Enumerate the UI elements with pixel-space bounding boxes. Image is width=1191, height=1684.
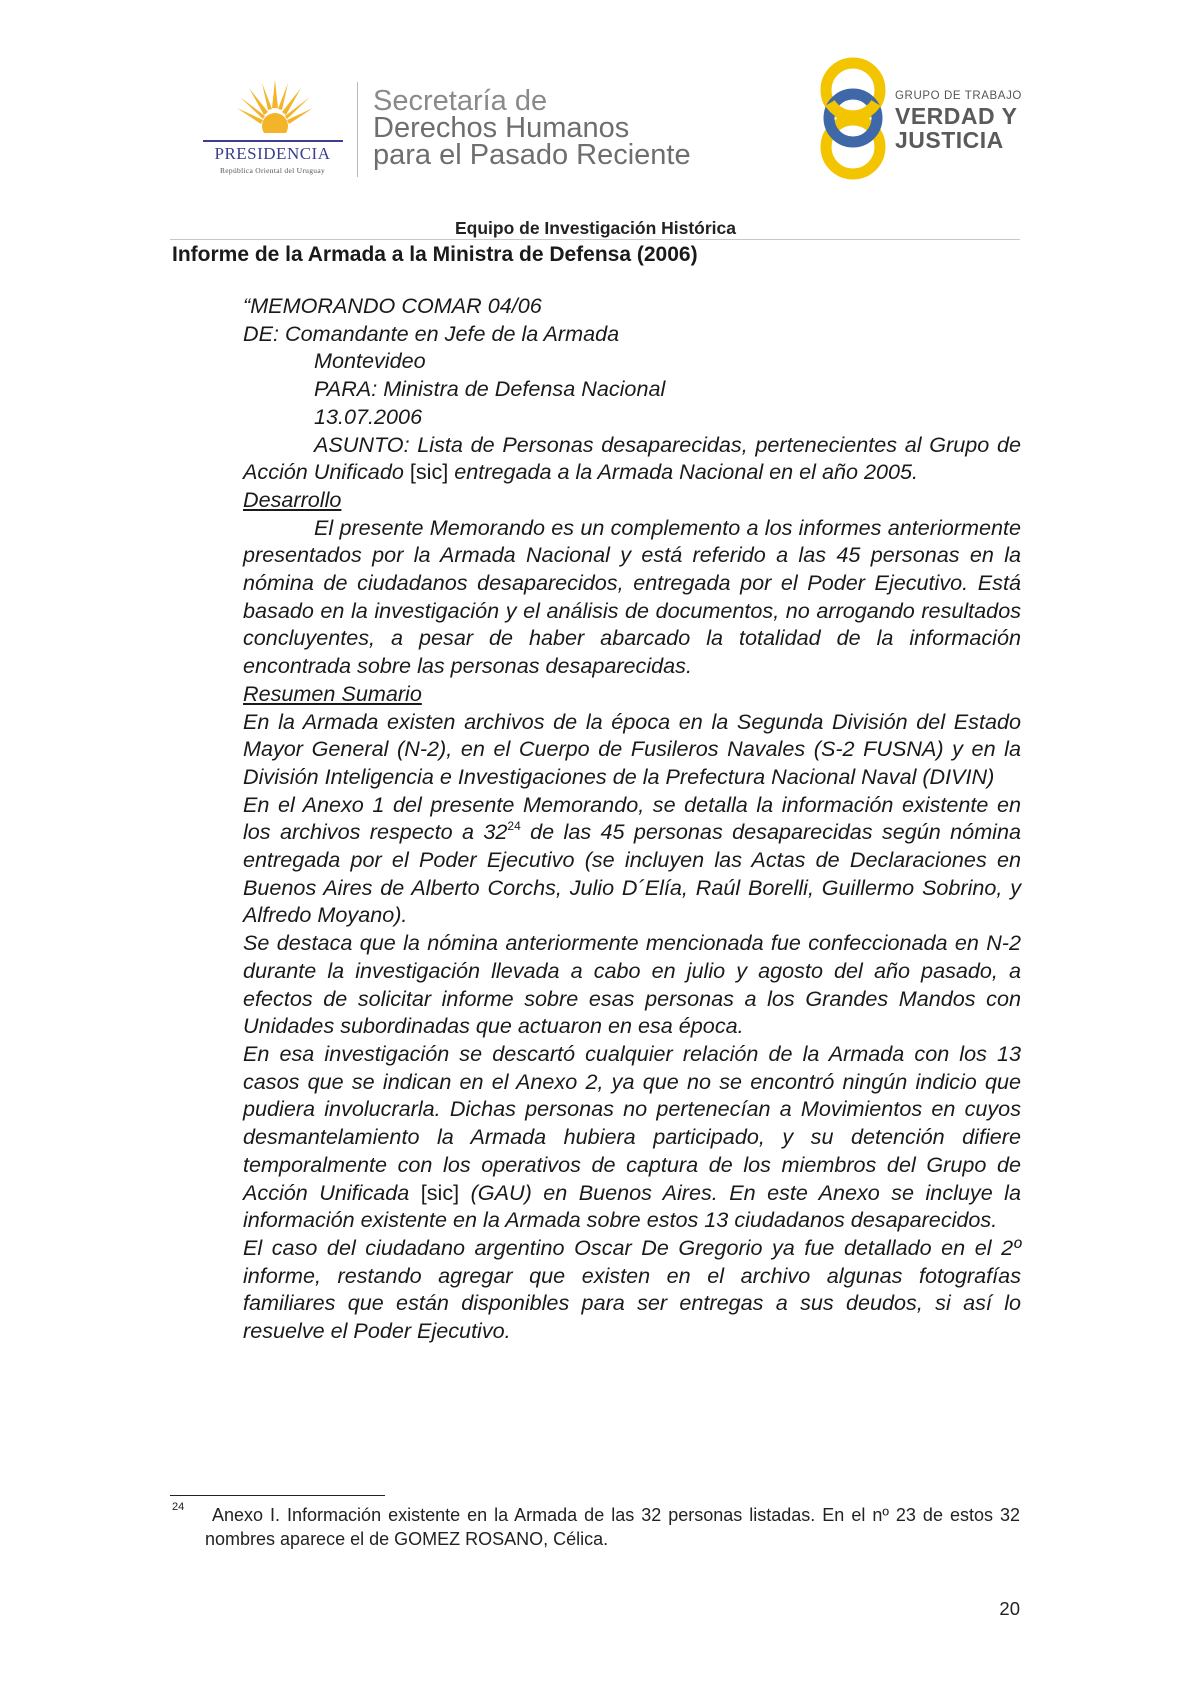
gtvj-line-3: JUSTICIA [895, 127, 1004, 153]
paragraph-desarrollo: El presente Memorando es un complemento a los informes anteriormente presentados por la Armada Nacional y está referido a las 45 personas en la nómina de ciudadanos desaparecidos, entregada por el Poder Ejecutivo. Está basado en la investigación y el análisis de documentos, no arrogando resultados concluyentes, a pesar de haber abarcado la totalidad de la información encontrada sobre las personas desaparecidas. [243, 514, 1021, 679]
secretaria-line-3: para el Pasado Reciente [373, 139, 691, 171]
presidencia-logo [195, 78, 350, 178]
presidencia-rule [203, 140, 343, 142]
paragraph-nomina: Se destaca que la nómina anteriormente mencionada fue confeccionada en N-2 durante la investigación llevada a cabo en julio y agosto del año pasado, a efectos de solicitar informe sobre esas personas a los Grandes Mandos con Unidades subordinadas que actuaron en esa época. [243, 930, 1021, 1039]
presidencia-subtitle: República Oriental del Uruguay [219, 166, 325, 175]
investigacion-text-a: En esa investigación se descartó cualquier relación de la Armada con los 13 casos que se indican en el Anexo 2, ya que no se encontró ningún indicio que pudiera involucrarla. Dichas personas no pertenecían a Movimientos en cuyos desmantelamiento la Armada hubiera participado, y su detención difiere temporalmente con los operativos de captura de los miembros del Grupo de Acción Unificada [243, 1040, 1021, 1205]
verdad-justicia-logo [818, 56, 1028, 181]
investigacion-text-b: (GAU) en Buenos Aires. En este Anexo se incluye la información existente en la Armada sobre estos 13 ciudadanos desaparecidos. [243, 1179, 1021, 1233]
footnote-text: Anexo I. Información existente en la Armada de las 32 personas listadas. En el nº 23 de estos 32 nombres aparece el de GOMEZ ROSANO, Célica. [205, 1505, 1020, 1549]
footnote-ref: 24 [507, 819, 521, 834]
memo-title: “MEMORANDO COMAR 04/06 [243, 293, 542, 318]
section-title: Informe de la Armada a la Ministra de Defensa (2006) [172, 243, 698, 266]
subject-text-a: ASUNTO: Lista de Personas desaparecidas, pertenecientes al Grupo de Acción Unificado [243, 431, 1021, 485]
header-separator [357, 82, 358, 177]
footnote-number: 24 [172, 1501, 185, 1513]
memo-to: PARA: Ministra de Defensa Nacional [314, 376, 666, 402]
gtvj-line-2: VERDAD Y [895, 103, 1018, 129]
secretaria-logo-text [373, 85, 691, 171]
anexo-1-text-b: de las 45 personas desaparecidas según nómina entregada por el Poder Ejecutivo (se incluyen las Actas de Declaraciones en Buenos Aires de Alberto Corchs, Julio D´Elía, Raúl Borelli, Guillermo Sobrino, y Alfredo Moyano). [243, 819, 1021, 928]
presidencia-name: PRESIDENCIA [214, 144, 331, 163]
secretaria-line-2: Derechos Humanos [373, 112, 630, 144]
memo-subject [243, 431, 1021, 486]
memo-from: DE: Comandante en Jefe de la Armada [243, 320, 620, 346]
heading-desarrollo: Desarrollo [243, 486, 342, 512]
sic-mark: [sic] [409, 459, 449, 485]
anexo-1-text-a: En el Anexo 1 del presente Memorando, se detalla la información existente en los archivos respecto a 32 [243, 791, 1021, 845]
paragraph-de-gregorio: El caso del ciudadano argentino Oscar De Gregorio ya fue detallado en el 2º informe, restando agregar que existen en el archivo algunas fotografías familiares que están disponibles para ser entregas a sus deudos, si así lo resuelve el Poder Ejecutivo. [243, 1234, 1021, 1344]
running-header: Equipo de Investigación Histórica [454, 218, 737, 238]
rings-icon [818, 56, 894, 181]
paragraph-archivos: En la Armada existen archivos de la época en la Segunda División del Estado Mayor General (N-2), en el Cuerpo de Fusileros Navales (S-2 FUSNA) y en la División Inteligencia e Investigaciones de la Prefectura Nacional Naval (DIVIN) [243, 708, 1021, 789]
sic-mark-2: [sic] [420, 1179, 460, 1205]
sun-icon [235, 78, 315, 138]
memo-body [243, 292, 1021, 1345]
subject-text-b: entregada a la Armada Nacional en el año 2005. [448, 459, 919, 485]
heading-resumen: Resumen Sumario [243, 680, 422, 706]
footnote-rule [170, 1495, 385, 1496]
gtvj-line-1: GRUPO DE TRABAJO [895, 90, 1022, 102]
header-rule [170, 239, 1020, 240]
memo-place: Montevideo [314, 348, 426, 374]
memo-date: 13.07.2006 [314, 403, 423, 429]
paragraph-investigacion [243, 1040, 1021, 1234]
secretaria-line-1: Secretaría de [373, 85, 548, 117]
paragraph-anexo-1 [243, 791, 1021, 930]
page-number: 20 [999, 1598, 1020, 1619]
